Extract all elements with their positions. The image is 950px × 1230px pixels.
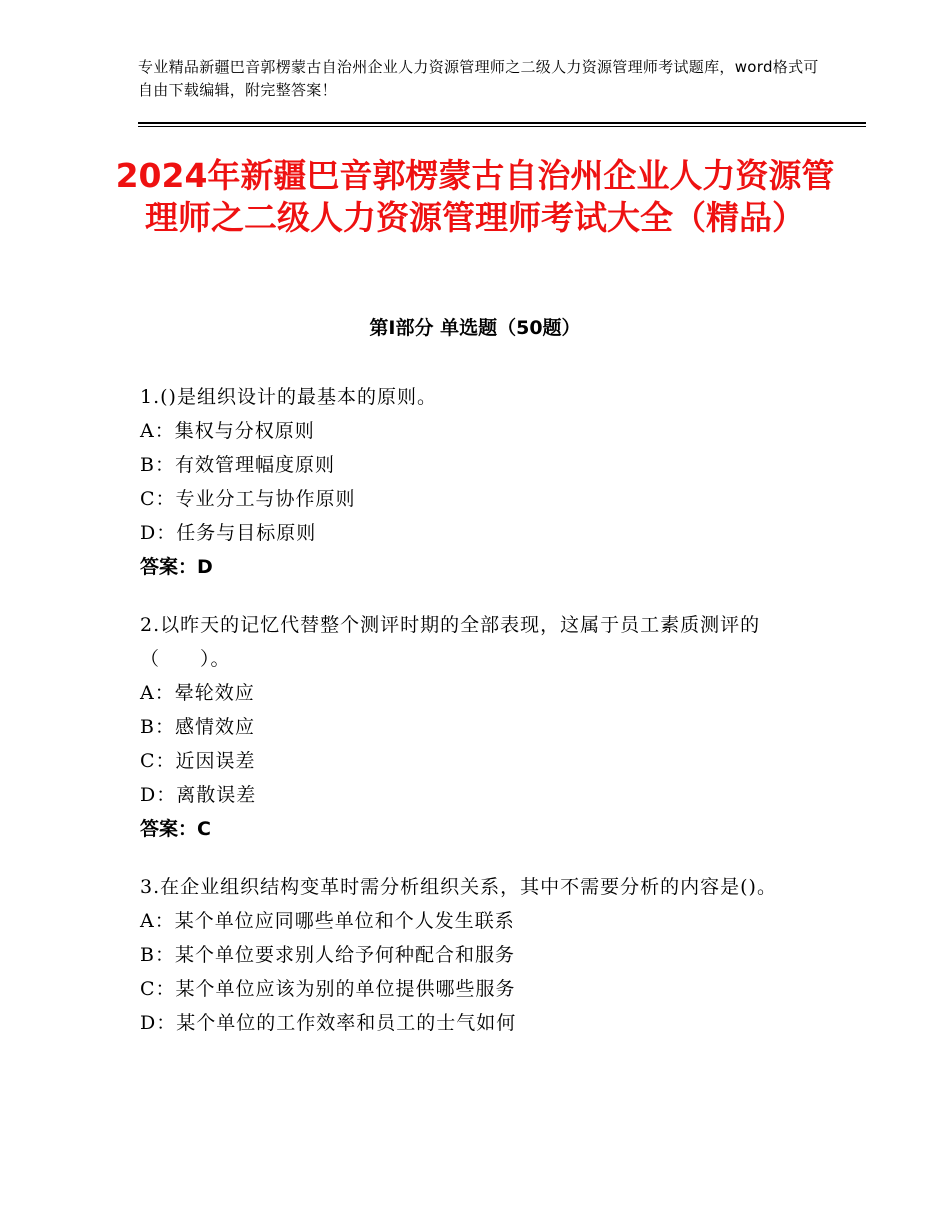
option-b: B：某个单位要求别人给予何种配合和服务: [140, 944, 515, 966]
option-c: C：近因误差: [140, 750, 256, 772]
question-stem: 1.()是组织设计的最基本的原则。: [140, 386, 437, 408]
question-stem: 2.以昨天的记忆代替整个测评时期的全部表现，这属于员工素质测评的（ ）。: [140, 614, 761, 670]
answer: 答案：C: [140, 818, 211, 840]
header-rule-thin: [138, 126, 866, 127]
option-c: C：某个单位应该为别的单位提供哪些服务: [140, 978, 516, 1000]
option-b: B：有效管理幅度原则: [140, 454, 335, 476]
option-d: D：任务与目标原则: [140, 522, 317, 544]
option-d: D：某个单位的工作效率和员工的士气如何: [140, 1012, 517, 1034]
option-a: A：晕轮效应: [140, 682, 255, 704]
option-c: C：专业分工与协作原则: [140, 488, 356, 510]
option-a: A：集权与分权原则: [140, 420, 315, 442]
option-a: A：某个单位应同哪些单位和个人发生联系: [140, 910, 515, 932]
question-stem: 3.在企业组织结构变革时需分析组织关系，其中不需要分析的内容是()。: [140, 876, 777, 898]
question-1: [140, 380, 800, 584]
answer: 答案：D: [140, 556, 213, 578]
question-3: [140, 870, 800, 1040]
header-rule: [138, 122, 866, 124]
question-2: [140, 608, 800, 846]
section-heading: 第Ⅰ部分 单选题（50题）: [369, 317, 581, 339]
question-list: [140, 380, 800, 1064]
document-title: 2024年新疆巴音郭楞蒙古自治州企业人力资源管理师之二级人力资源管理师考试大全（精品）: [115, 156, 835, 237]
option-b: B：感情效应: [140, 716, 255, 738]
header-note: 专业精品新疆巴音郭楞蒙古自治州企业人力资源管理师之二级人力资源管理师考试题库，word格式可自由下载编辑，附完整答案！: [138, 58, 819, 99]
option-d: D：离散误差: [140, 784, 257, 806]
